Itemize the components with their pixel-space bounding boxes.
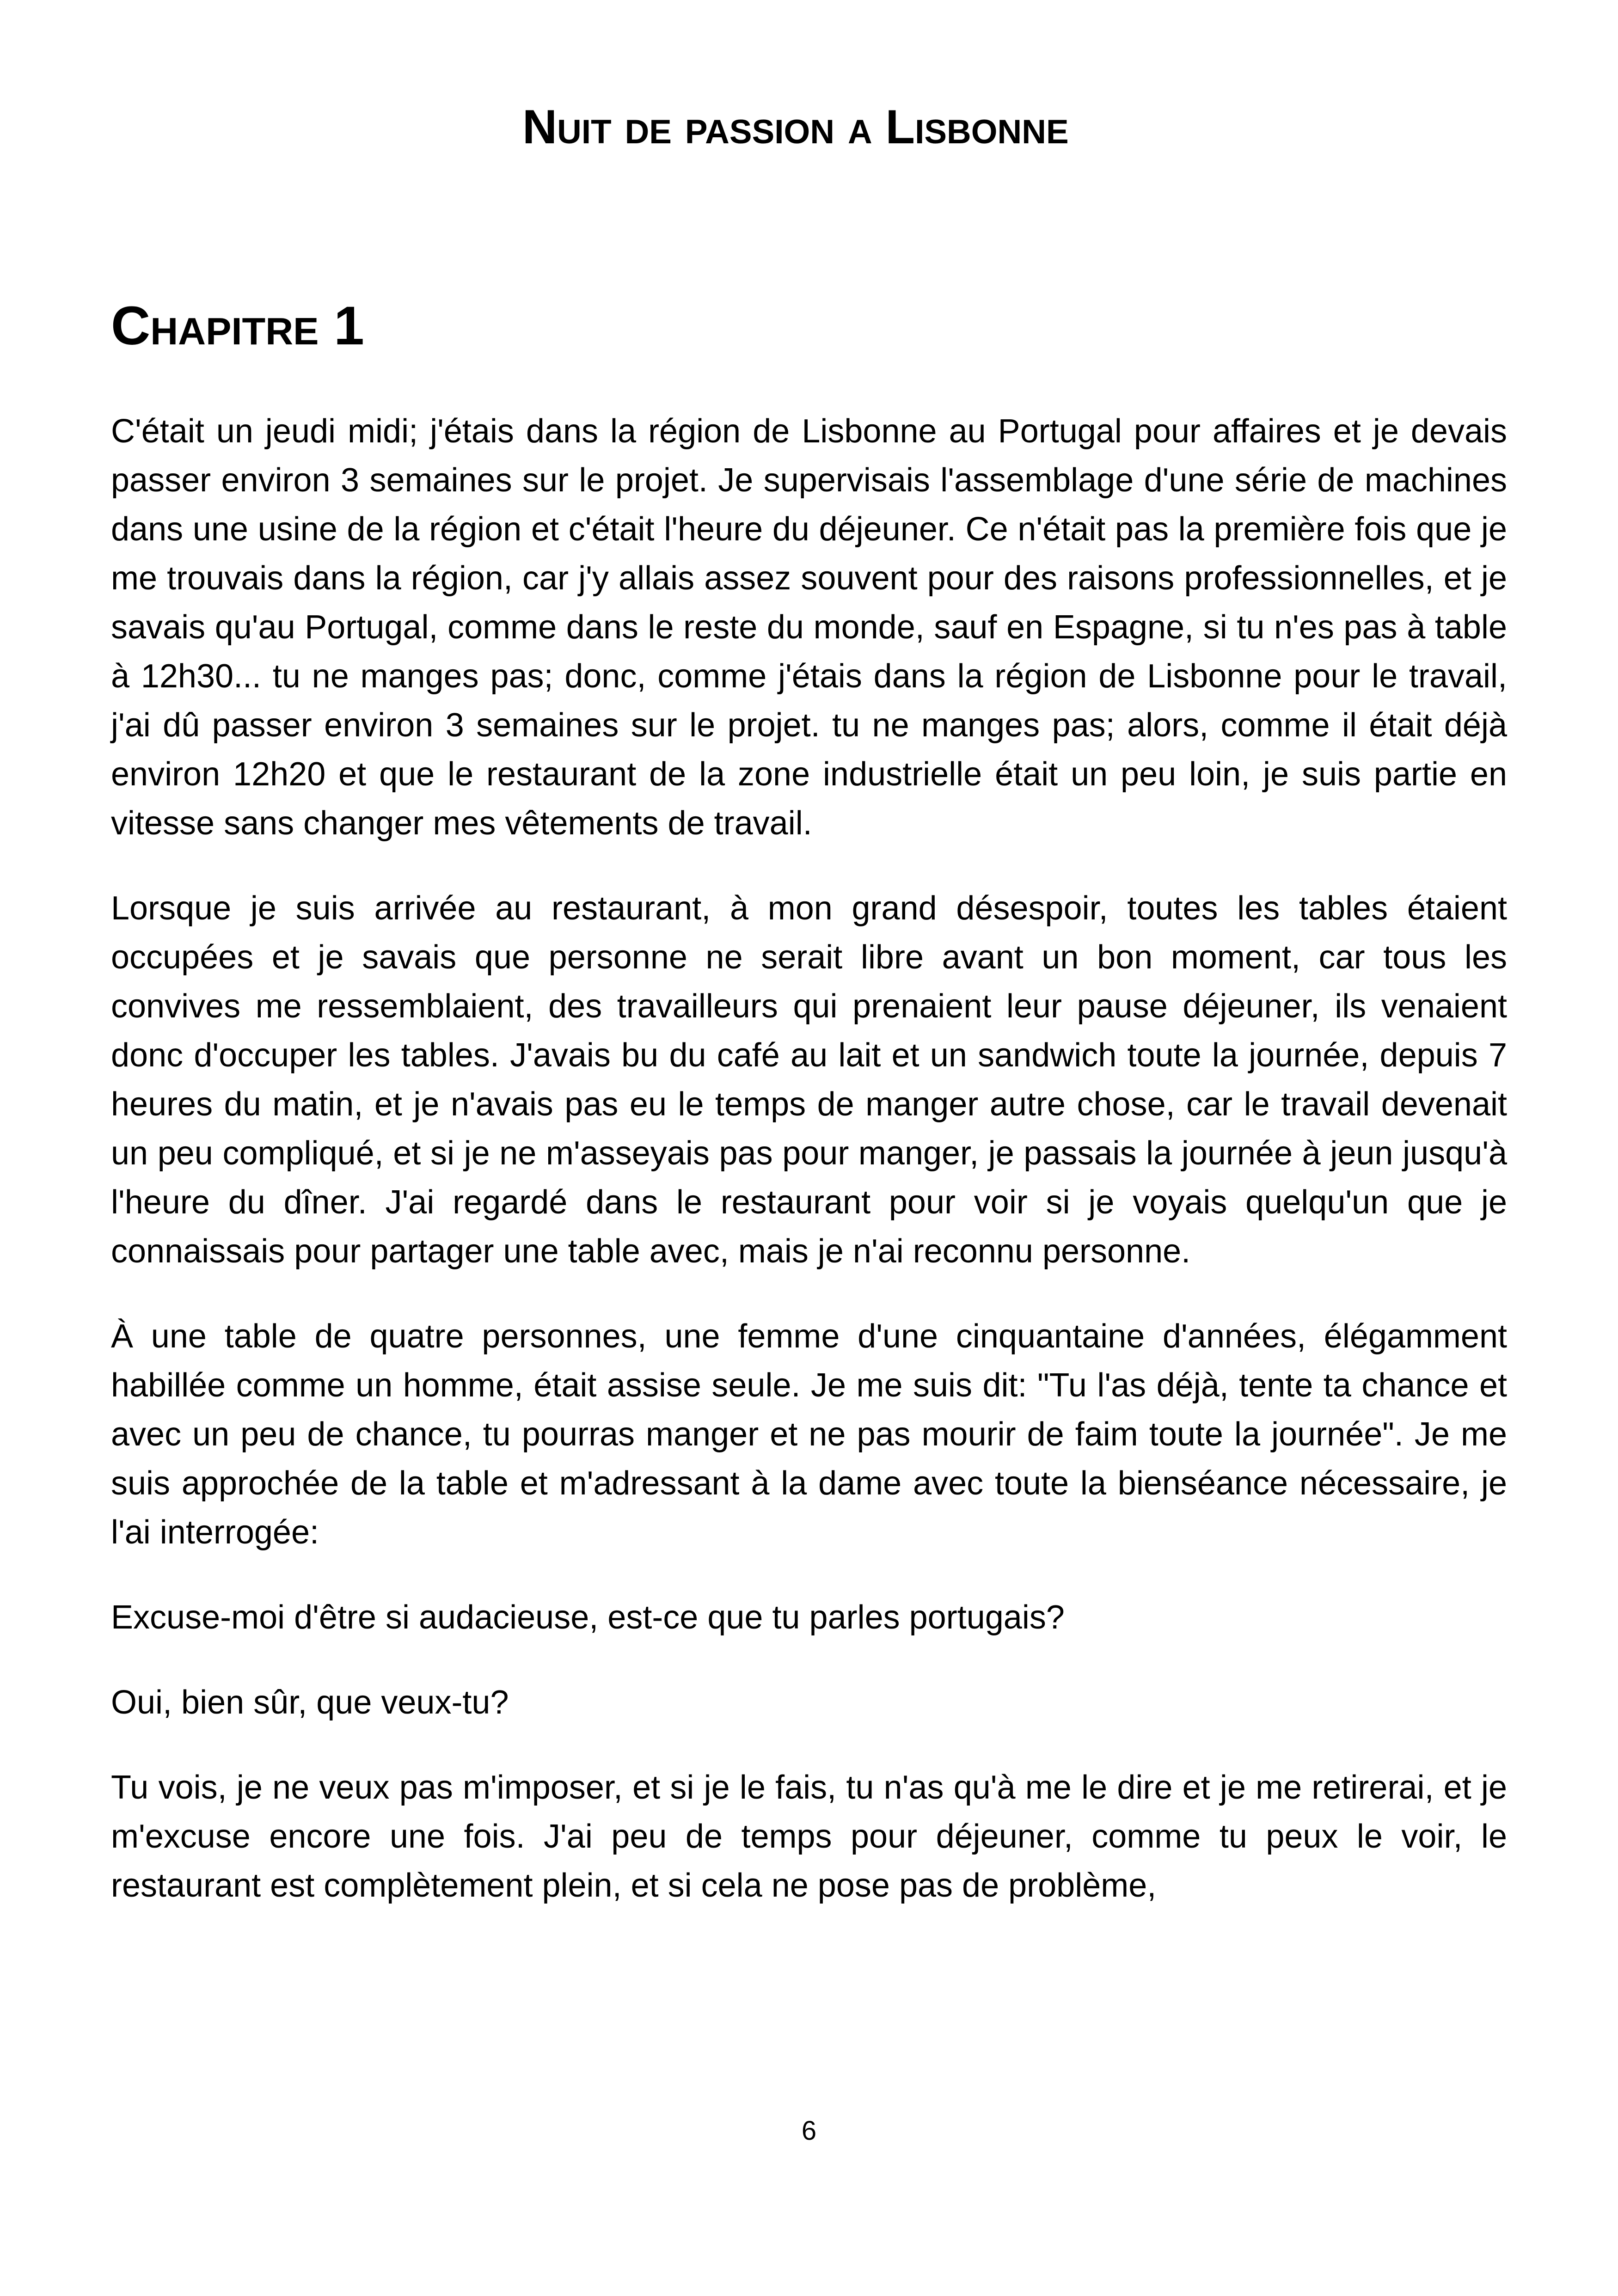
page-number: 6 bbox=[801, 2116, 817, 2146]
book-title: Nuit de passion a Lisbonne bbox=[522, 100, 1069, 154]
chapter-title: Chapitre 1 bbox=[111, 295, 364, 356]
paragraph: Tu vois, je ne veux pas m'imposer, et si je le fais, tu n'as qu'à me le dire et je me retirerai, et je m'excuse encore une fois. J'ai peu de temps pour déjeuner, comme tu peux le voir, le restaurant est complètement plein, et si cela ne pose pas de problème, bbox=[111, 1769, 1507, 1904]
paragraph: Excuse-moi d'être si audacieuse, est-ce que tu parles portugais? bbox=[111, 1599, 1065, 1636]
paragraph: À une table de quatre personnes, une femme d'une cinquantaine d'années, élégamment habillée comme un homme, était assise seule. Je me suis dit: "Tu l'as déjà, tente ta chance et avec un peu de chance, tu pourras manger et ne pas mourir de faim toute la journée". Je me suis approchée de la table et m'adressant à la dame avec toute la bienséance nécessaire, je l'ai interrogée: bbox=[111, 1318, 1507, 1551]
paragraph: Oui, bien sûr, que veux-tu? bbox=[111, 1684, 509, 1721]
paragraph: C'était un jeudi midi; j'étais dans la région de Lisbonne au Portugal pour affaires et je devais passer environ 3 semaines sur le projet. Je supervisais l'assemblage d'une série de machines dans une usine de la région et c'était l'heure du déjeuner. Ce n'était pas la première fois que je me trouvais dans la région, car j'y allais assez souvent pour des raisons professionnelles, et je savais qu'au Portugal, comme dans le reste du monde, sauf en Espagne, si tu n'es pas à table à 12h30... tu ne manges pas; donc, comme j'étais dans la région de Lisbonne pour le travail, j'ai dû passer environ 3 semaines sur le projet. tu ne manges pas; alors, comme il était déjà environ 12h20 et que le restaurant de la zone industrielle était un peu loin, je suis partie en vitesse sans changer mes vêtements de travail. bbox=[111, 413, 1507, 842]
paragraph: Lorsque je suis arrivée au restaurant, à mon grand désespoir, toutes les tables étaient occupées et je savais que personne ne serait libre avant un bon moment, car tous les convives me ressemblaient, des travailleurs qui prenaient leur pause déjeuner, ils venaient donc d'occuper les tables. J'avais bu du café au lait et un sandwich toute la journée, depuis 7 heures du matin, et je n'avais pas eu le temps de manger autre chose, car le travail devenait un peu compliqué, et si je ne m'asseyais pas pour manger, je passais la journée à jeun jusqu'à l'heure du dîner. J'ai regardé dans le restaurant pour voir si je voyais quelqu'un que je connaissais pour partager une table avec, mais je n'ai reconnu personne. bbox=[111, 890, 1507, 1270]
body-text bbox=[111, 407, 1507, 1946]
